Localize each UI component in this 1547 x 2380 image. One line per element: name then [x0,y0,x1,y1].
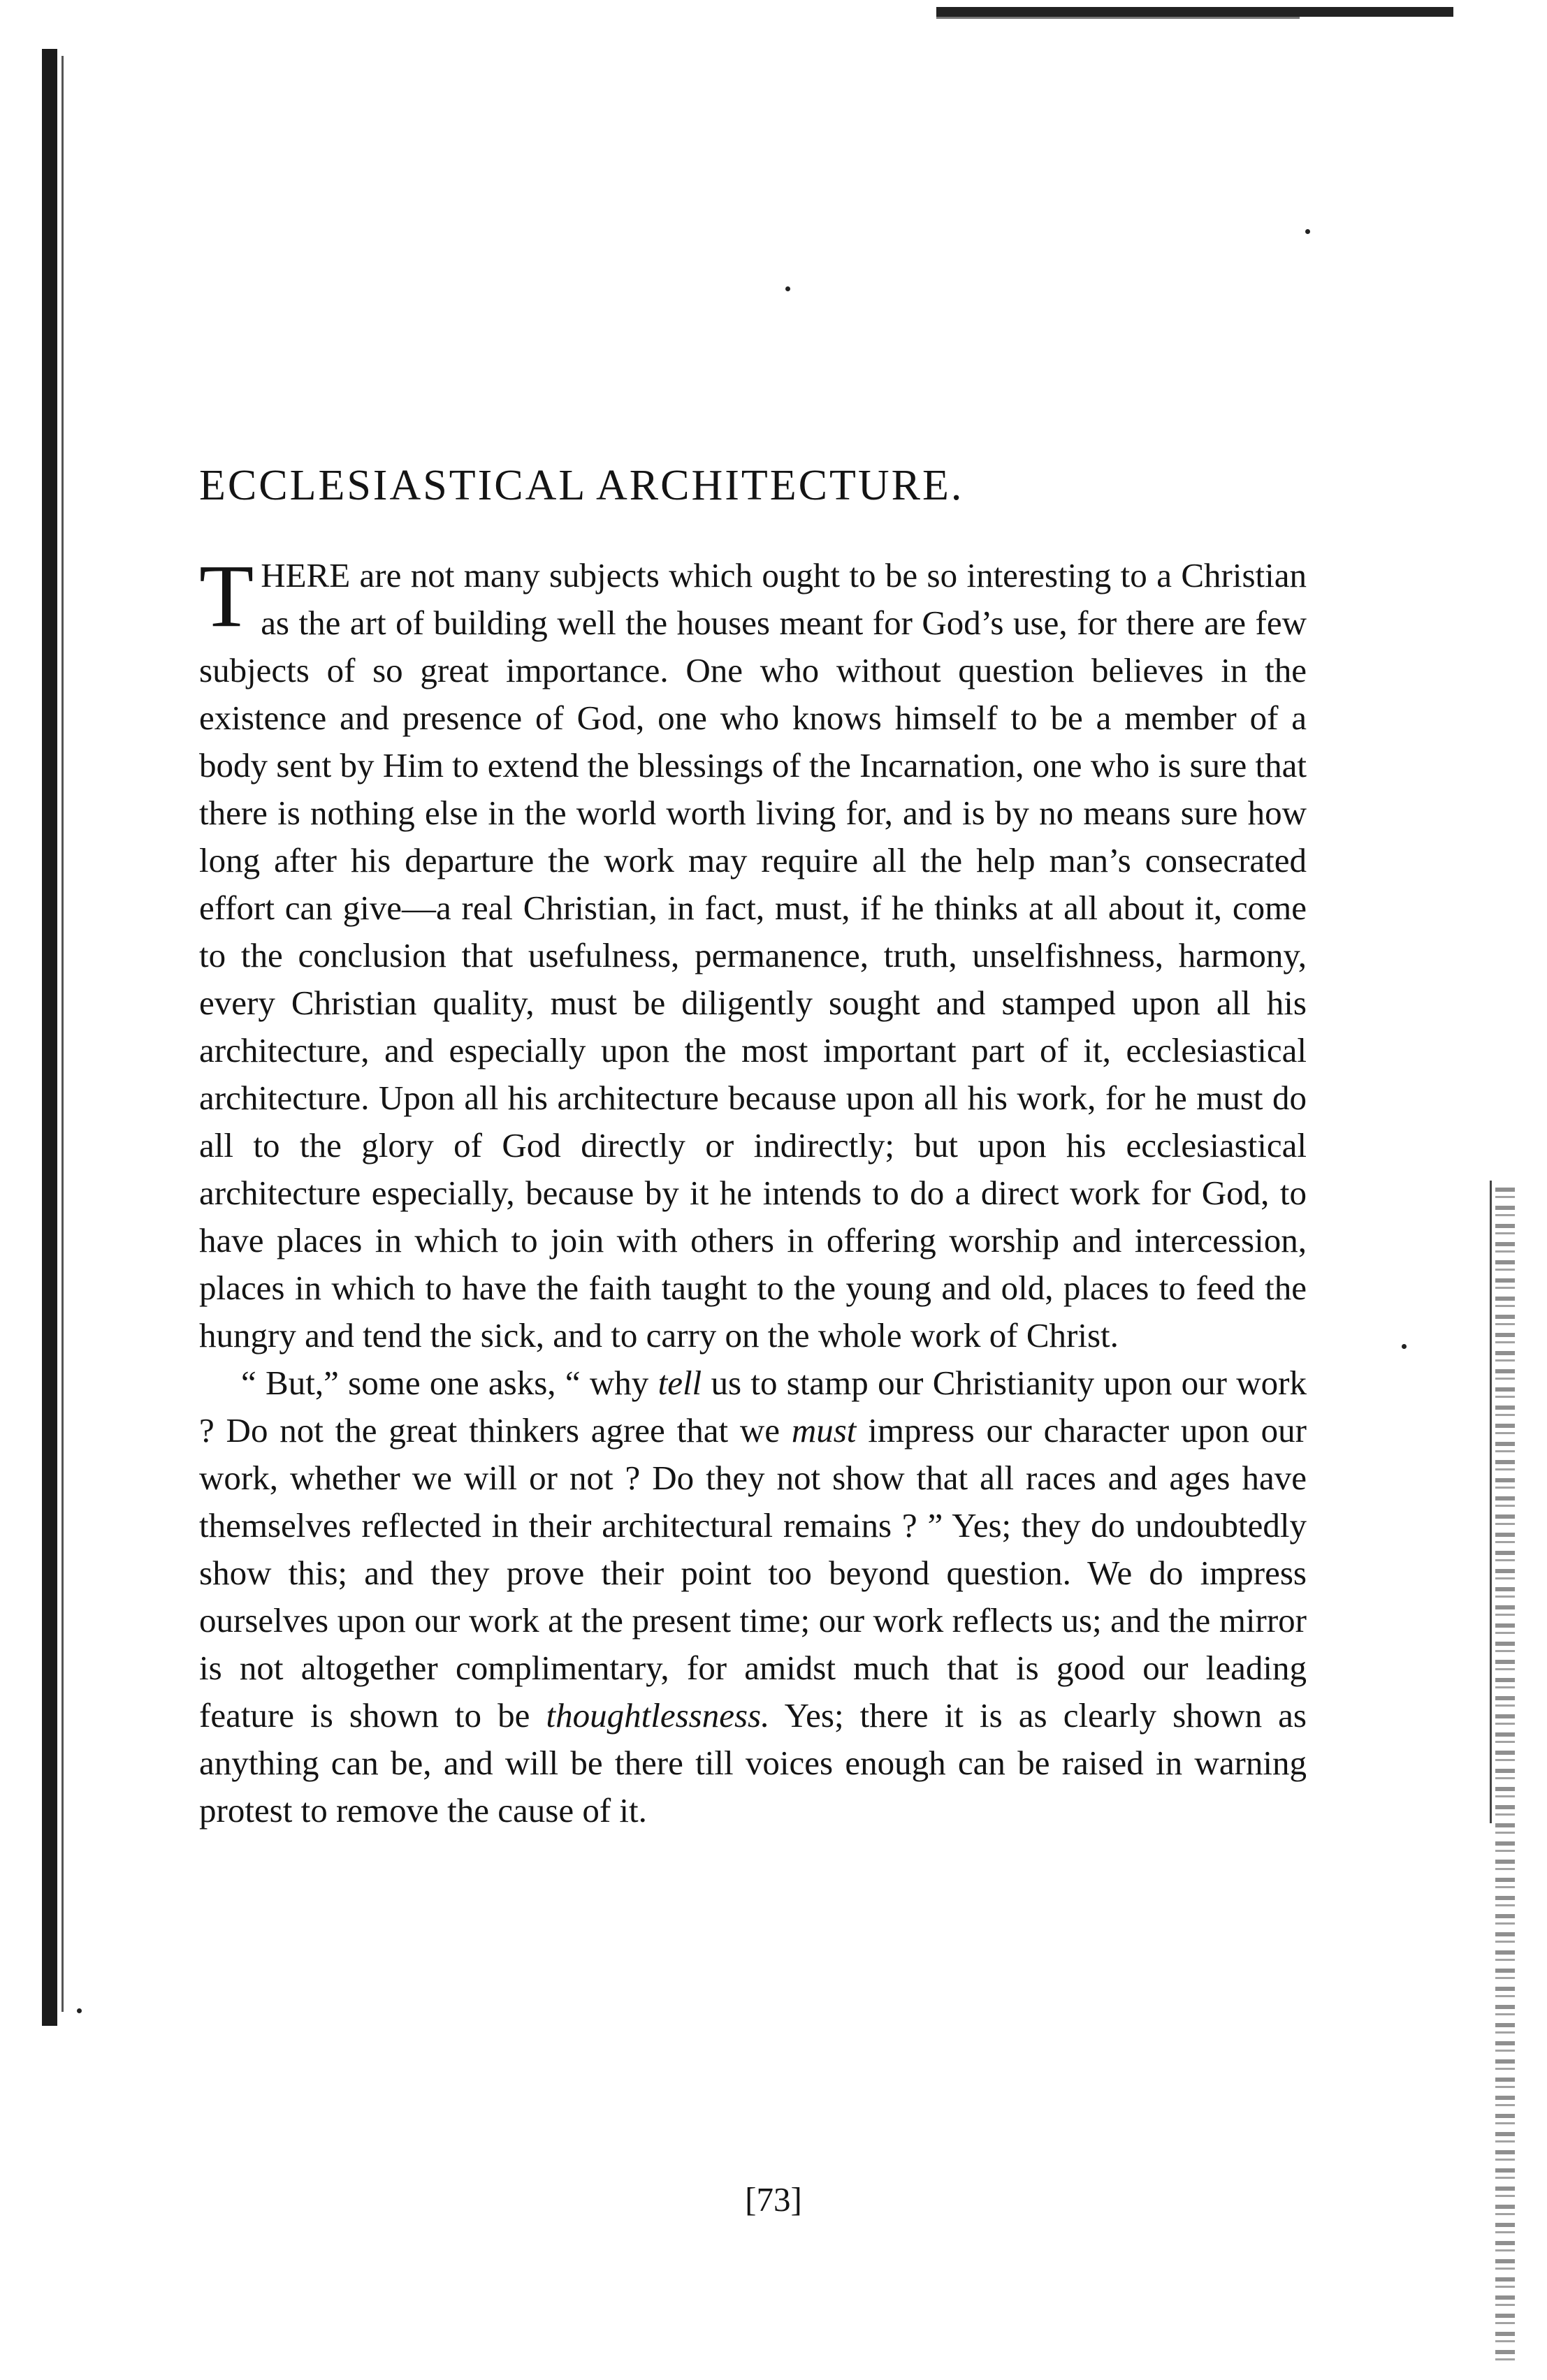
scan-rule-top [936,7,1453,17]
italic-word: thoughtlessness. [546,1696,770,1735]
italic-word: must [791,1411,857,1450]
scan-margin-line-left [61,56,64,2012]
paragraph-1 [199,546,1307,1359]
paragraph-2-text: us to stamp our Christianity upon our work ? Do not the great thinkers agree that we [199,1364,1307,1450]
italic-word: tell [658,1364,702,1402]
scan-speck [77,2008,82,2013]
scan-margin-shadow-left [42,49,57,2026]
paragraph-1-text: HERE are not many subjects which ought to be so interesting to a Christian as the art of building well the houses meant for God’s use, for there are few subjects of so great importance. One who without question believes in the existence and presence of God, one who knows himself to be a member of a body sent by Him to extend the blessings of the Incarnation, one who is sure that there is nothing else in the world worth living for, and is by no means sure how long after his departure the work may require all the help man’s consecrated effort can give—a real Christian, in fact, must, if he thinks at all about it, come to the conclusion that usefulness, permanence, truth, unselfishness, harmony, every Christian quality, must be diligently sought and stamped upon all his architecture, and especially upon the most important part of it, ecclesiastical architecture. Upon all his architecture because upon all his work, for he must do all to the glory of God directly or indirectly; but upon his ecclesiastical architecture especially, because by it he intends to do a direct work for God, to have places in which to join with others in offering worship and intercession, places in which to have the faith taught to the young and old, places to feed the hungry and tend the sick, and to carry on the whole work of Christ. [199,556,1307,1355]
scan-margin-line-right [1490,1181,1492,1823]
paragraph-2-text: impress our character upon our work, whether we will or not ? Do they not show that all races and ages have themselves reflected in their architectural remains ? ” Yes; they do undoubtedly show this; and they prove their point too beyond question. We do impress ourselves upon our work at the present time; our work reflects us; and the mirror is not altogether complimentary, for amidst much that is good our leading feature is shown to be [199,1411,1307,1735]
scan-speck [785,286,790,291]
scan-speck [1305,229,1310,234]
scan-rule-top-thin [936,17,1300,19]
drop-cap: T [199,546,254,645]
body-text [199,546,1307,1834]
paragraph-2 [199,1359,1307,1834]
paragraph-2-text: “ But,” some one asks, “ why [241,1364,658,1402]
paragraph-2-text: Yes; there it is as clearly shown as anything can be, and will be there till voices enough can be raised in warning protest to remove the cause of it. [199,1696,1307,1830]
scan-speck [1402,1344,1407,1349]
page-title: ECCLESIASTICAL ARCHITECTURE. [199,462,964,509]
page-number: [73] [745,2180,802,2219]
